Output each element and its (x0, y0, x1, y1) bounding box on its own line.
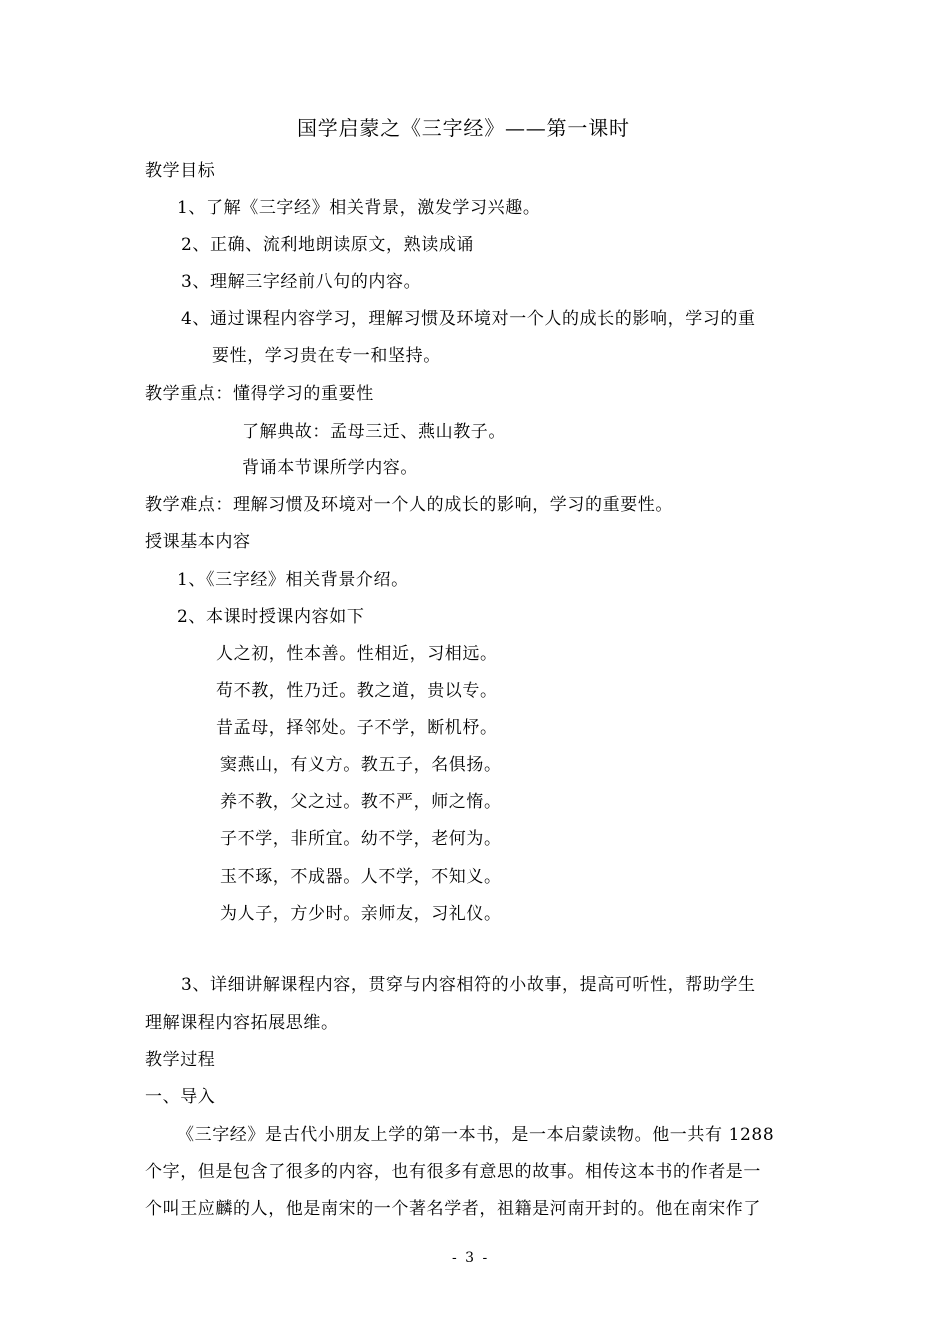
content-item-continued: 理解课程内容拓展思维。 (145, 1013, 339, 1033)
verse-line: 子不学，非所宜。幼不学，老何为。 (220, 829, 502, 849)
section-heading: 一、导入 (145, 1087, 216, 1107)
key-point-item: 背诵本节课所学内容。 (242, 458, 418, 478)
verse-line: 玉不琢，不成器。人不学，不知义。 (220, 867, 502, 887)
objective-item-continued: 要性，学习贵在专一和坚持。 (212, 346, 441, 366)
content-item: 2、本课时授课内容如下 (177, 607, 365, 627)
paragraph-line: 个字，但是包含了很多的内容，也有很多有意思的故事。相传这本书的作者是一 (145, 1162, 761, 1182)
verse-line: 养不教，父之过。教不严，师之惰。 (220, 792, 502, 812)
objective-item: 3、理解三字经前八句的内容。 (181, 272, 422, 292)
content-heading: 授课基本内容 (145, 532, 251, 552)
process-heading: 教学过程 (145, 1050, 216, 1070)
page-number: - 3 - (452, 1250, 490, 1266)
objective-item: 2、正确、流利地朗读原文，熟读成诵 (181, 235, 475, 255)
verse-line: 人之初，性本善。性相近，习相远。 (216, 644, 498, 664)
key-points-heading: 教学重点：懂得学习的重要性 (145, 384, 374, 404)
verse-line: 苟不教，性乃迁。教之道，贵以专。 (216, 681, 498, 701)
verse-line: 为人子，方少时。亲师友，习礼仪。 (220, 904, 502, 924)
paragraph-line: 个叫王应麟的人，他是南宋的一个著名学者，祖籍是河南开封的。他在南宋作了 (145, 1199, 761, 1219)
verse-line: 昔孟母，择邻处。子不学，断机杼。 (216, 718, 498, 738)
paragraph-line: 《三字经》是古代小朋友上学的第一本书，是一本启蒙读物。他一共有 1288 (177, 1125, 775, 1145)
difficulty-line: 教学难点：理解习惯及环境对一个人的成长的影响，学习的重要性。 (145, 495, 673, 515)
content-item: 1、《三字经》相关背景介绍。 (177, 570, 409, 590)
objective-item: 1、了解《三字经》相关背景，激发学习兴趣。 (177, 198, 541, 218)
verse-line: 窦燕山，有义方。教五子，名俱扬。 (220, 755, 502, 775)
objectives-heading: 教学目标 (145, 161, 216, 181)
key-point-item: 了解典故：孟母三迁、燕山教子。 (242, 422, 506, 442)
content-item: 3、详细讲解课程内容，贯穿与内容相符的小故事，提高可听性，帮助学生 (181, 975, 756, 995)
page-title: 国学启蒙之《三字经》——第一课时 (297, 116, 630, 140)
objective-item: 4、通过课程内容学习，理解习惯及环境对一个人的成长的影响，学习的重 (181, 309, 756, 329)
